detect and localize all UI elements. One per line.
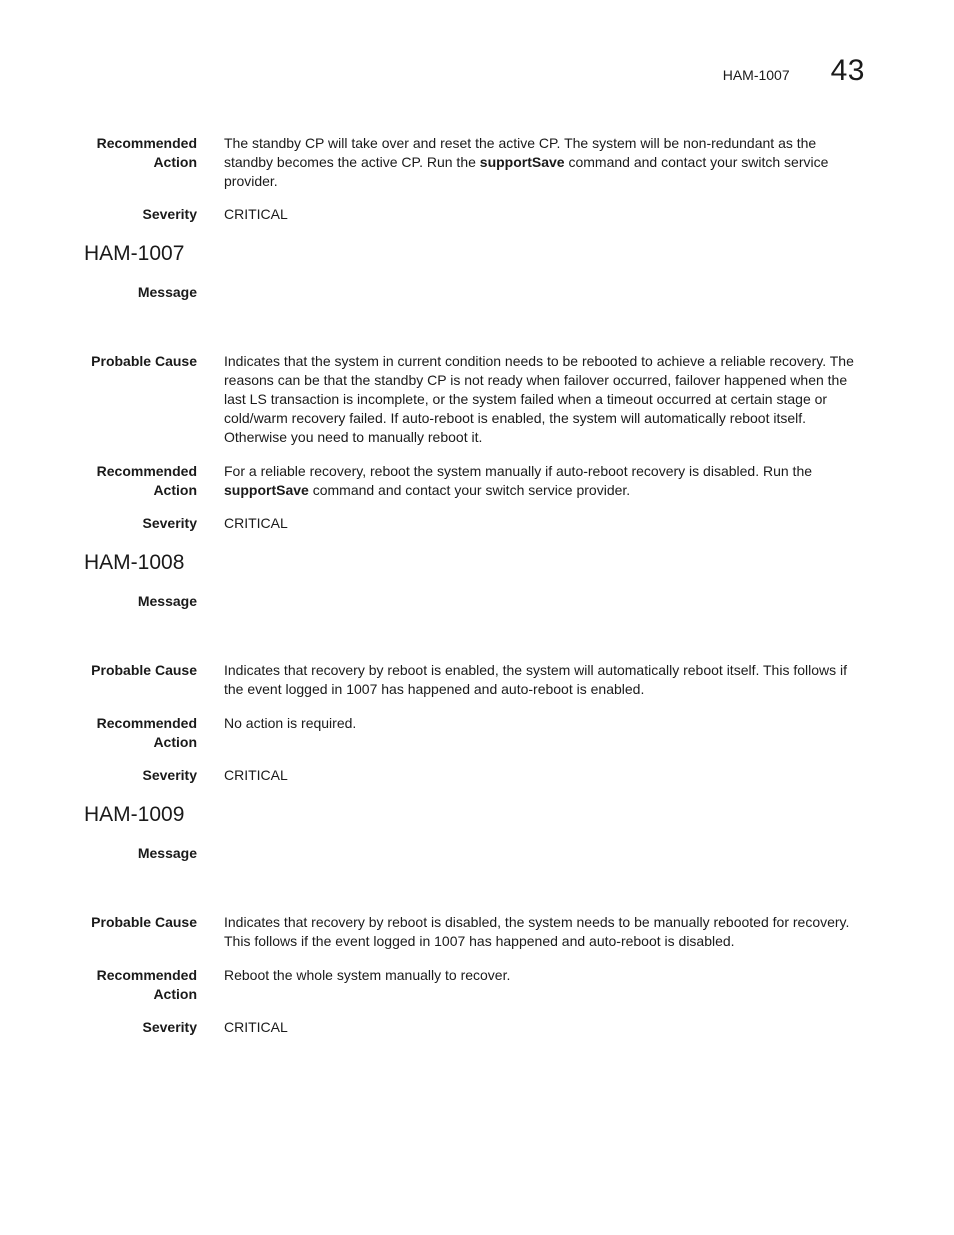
field-value: No action is required. — [224, 715, 357, 731]
field-label: Message — [137, 284, 197, 300]
message-field — [0, 844, 954, 898]
field-label: Recommended Action — [96, 463, 197, 498]
recommended-action-field — [0, 462, 954, 500]
field-value: CRITICAL — [224, 1019, 288, 1035]
section-title: HAM-1009 — [84, 803, 185, 826]
recommended-action-field — [0, 714, 954, 752]
field-value: Indicates that recovery by reboot is enabled, the system will automatically reboot itself. This follows if the event logged in 1007 has happened and auto-reboot is enabled. — [224, 662, 848, 697]
field-label: Recommended Action — [96, 967, 197, 1002]
field-label: Message — [137, 593, 197, 609]
chapter-number: 43 — [830, 54, 865, 87]
field-label: Severity — [142, 767, 197, 783]
field-value: Reboot the whole system manually to recover. — [224, 967, 511, 983]
field-value — [224, 283, 869, 337]
field-label: Message — [137, 845, 197, 861]
field-value: CRITICAL — [224, 515, 288, 531]
message-field — [0, 283, 954, 337]
page-header — [723, 54, 865, 88]
field-label: Recommended Action — [96, 715, 197, 750]
field-label: Probable Cause — [91, 353, 197, 369]
recommended-action-field — [0, 966, 954, 1004]
section-title: HAM-1007 — [84, 242, 185, 265]
command-name: supportSave — [224, 482, 309, 498]
severity-field — [0, 1018, 954, 1037]
field-label: Severity — [142, 1019, 197, 1035]
message-field — [0, 592, 954, 646]
probable-cause-field — [0, 661, 954, 699]
field-value: The standby CP will take over and reset the active CP. The system will be non-redundant as the standby becomes the active CP. Run the supportSave command and contact your switch service provider. — [224, 135, 829, 189]
page-content — [0, 134, 954, 1052]
intro-recommended-action — [0, 134, 954, 191]
field-value — [224, 844, 869, 898]
field-label: Probable Cause — [91, 914, 197, 930]
severity-field — [0, 766, 954, 785]
section-title: HAM-1008 — [84, 551, 185, 574]
field-label: Severity — [142, 206, 197, 222]
probable-cause-field — [0, 913, 954, 951]
field-value — [224, 592, 869, 646]
field-label: Probable Cause — [91, 662, 197, 678]
field-value: Indicates that recovery by reboot is disabled, the system needs to be manually rebooted for recovery. This follows if the event logged in 1007 has happened and auto-reboot is disabled. — [224, 914, 850, 949]
intro-severity — [0, 205, 954, 224]
running-header-title: HAM-1007 — [722, 67, 790, 83]
command-name: supportSave — [479, 154, 565, 170]
field-value: CRITICAL — [224, 206, 288, 222]
field-value: For a reliable recovery, reboot the system manually if auto-reboot recovery is disabled. Run the supportSave command and contact your switch service provider. — [224, 463, 813, 498]
field-label: Recommended Action — [96, 135, 197, 170]
field-value: Indicates that the system in current condition needs to be rebooted to achieve a reliable recovery. The reasons can be that the standby CP is not ready when failover occurred, failover happened when the last LS transaction is incomplete, or the system failed when a timeout occurred at certain stage or cold/warm recovery failed. If auto-reboot is enabled, the system will automatically reboot itself. Otherwise you need to manually reboot it. — [224, 353, 854, 445]
field-label: Severity — [142, 515, 197, 531]
severity-field — [0, 514, 954, 533]
field-value: CRITICAL — [224, 767, 288, 783]
probable-cause-field — [0, 352, 954, 447]
